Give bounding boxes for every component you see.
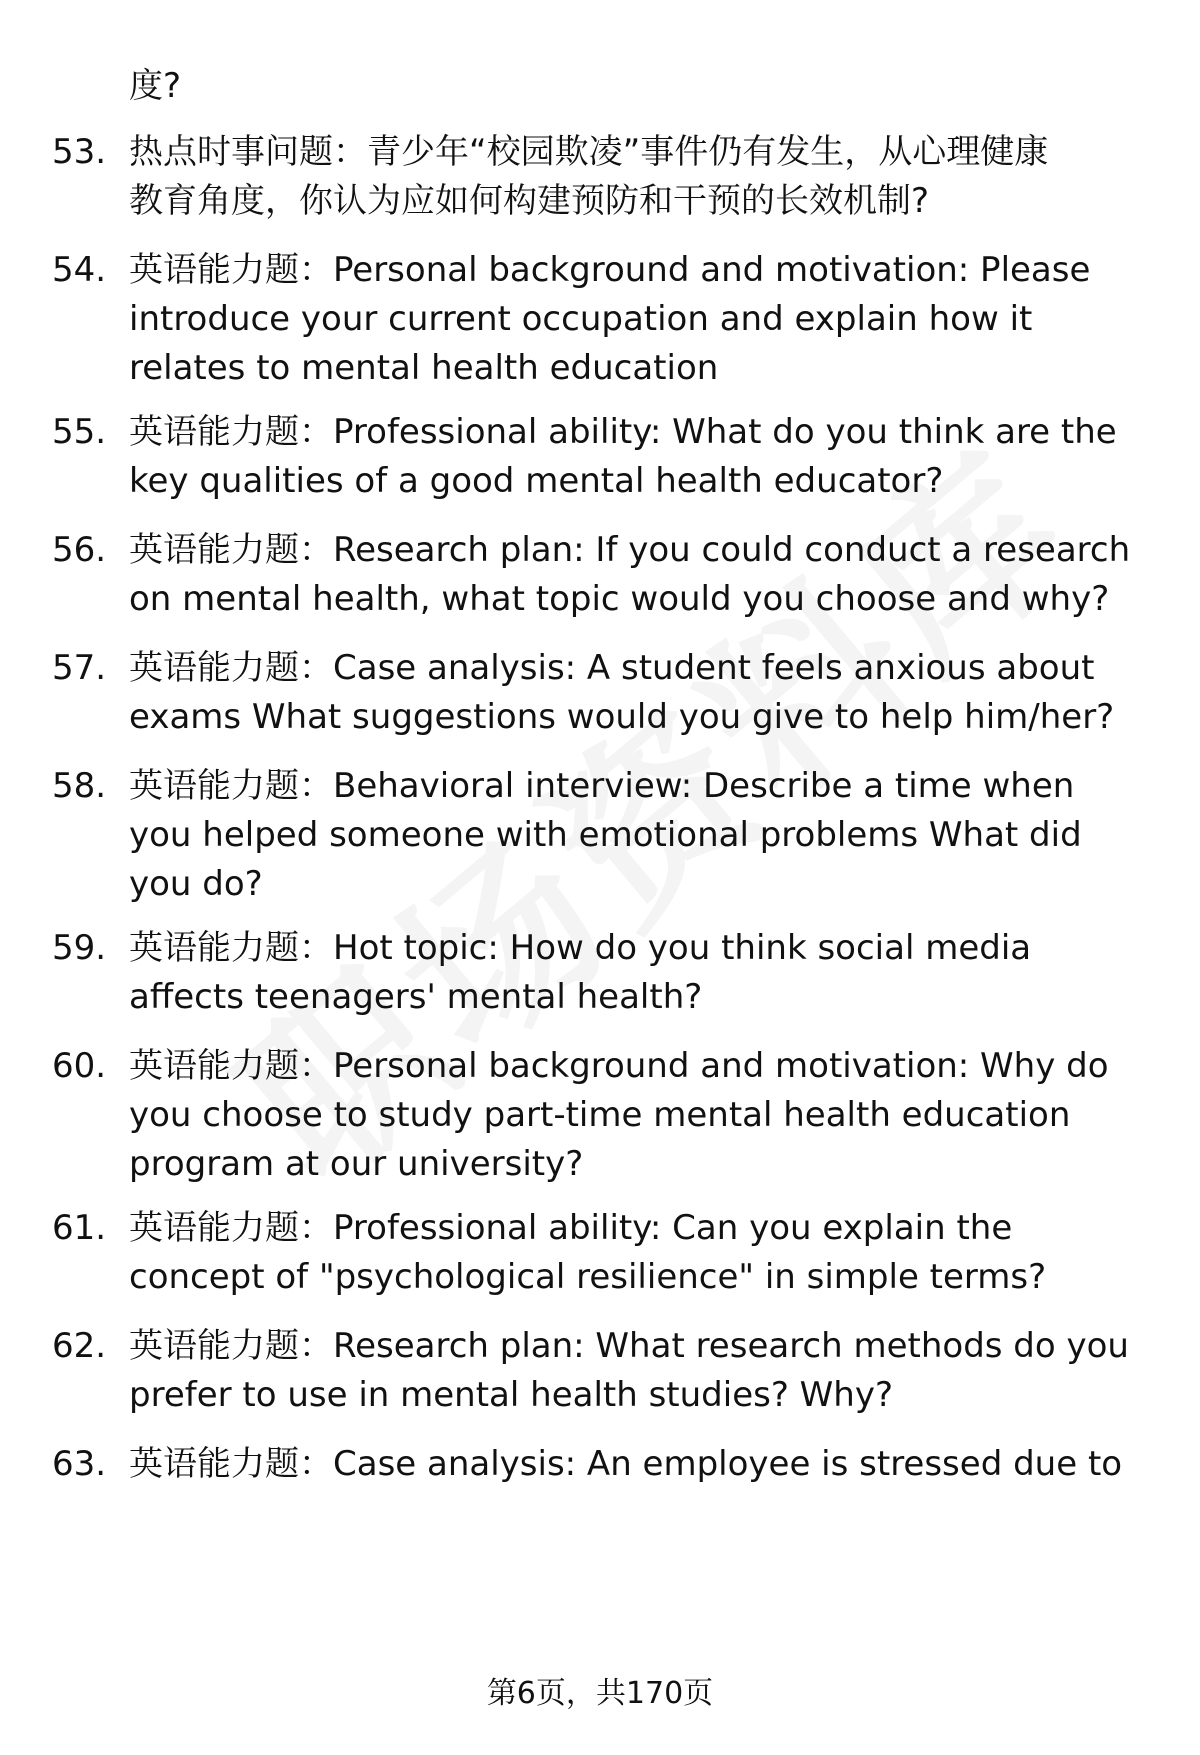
question-number: 57. [52, 648, 107, 688]
question-number: 63. [52, 1444, 107, 1484]
question-item [52, 246, 1157, 393]
question-number: 59. [52, 928, 107, 968]
question-number: 60. [52, 1046, 107, 1086]
question-item [52, 762, 1157, 909]
question-text: 英语能力题：Hot topic: How do you think social media affects teenagers' mental health? [129, 928, 1032, 1017]
page-footer: 第6页，共170页 [486, 1676, 714, 1711]
question-number: 62. [52, 1326, 107, 1366]
question-item [52, 1204, 1157, 1302]
question-text: 英语能力题：Case analysis: An employee is stressed due to [129, 1444, 1123, 1484]
continuation-text: 度? [129, 66, 182, 106]
question-item [52, 1322, 1157, 1420]
question-item [52, 128, 1157, 226]
question-item [52, 644, 1157, 742]
question-item [52, 408, 1157, 506]
question-text: 热点时事问题：青少年“校园欺凌”事件仍有发生，从心理健康 教育角度，你认为应如何构建预防和干预的长效机制? [129, 132, 1049, 221]
question-text: 英语能力题：Research plan: What research methods do you prefer to use in mental health studies? Why? [129, 1326, 1129, 1415]
question-text: 英语能力题：Professional ability: Can you explain the concept of "psychological resilience" in simple terms? [129, 1208, 1047, 1297]
question-text: 英语能力题：Research plan: If you could conduct a research on mental health, what topic would you choose and why? [129, 530, 1131, 619]
question-item [52, 526, 1157, 624]
question-number: 58. [52, 766, 107, 806]
question-item [52, 924, 1157, 1022]
question-number: 56. [52, 530, 107, 570]
question-text: 英语能力题：Case analysis: A student feels anxious about exams What suggestions would you give to help him/her? [129, 648, 1115, 737]
question-number: 53. [52, 132, 107, 172]
question-text: 英语能力题：Personal background and motivation: Why do you choose to study part-time mental health education program at our university? [129, 1046, 1109, 1184]
question-item [52, 1042, 1157, 1189]
question-number: 55. [52, 412, 107, 452]
question-text: 英语能力题：Personal background and motivation: Please introduce your current occupation and explain how it relates to mental health education [129, 250, 1091, 388]
question-text: 英语能力题：Professional ability: What do you think are the key qualities of a good mental health educator? [129, 412, 1117, 501]
question-text: 英语能力题：Behavioral interview: Describe a time when you helped someone with emotional problems What did you do? [129, 766, 1082, 904]
question-item [52, 1440, 1157, 1489]
question-number: 61. [52, 1208, 107, 1248]
question-number: 54. [52, 250, 107, 290]
